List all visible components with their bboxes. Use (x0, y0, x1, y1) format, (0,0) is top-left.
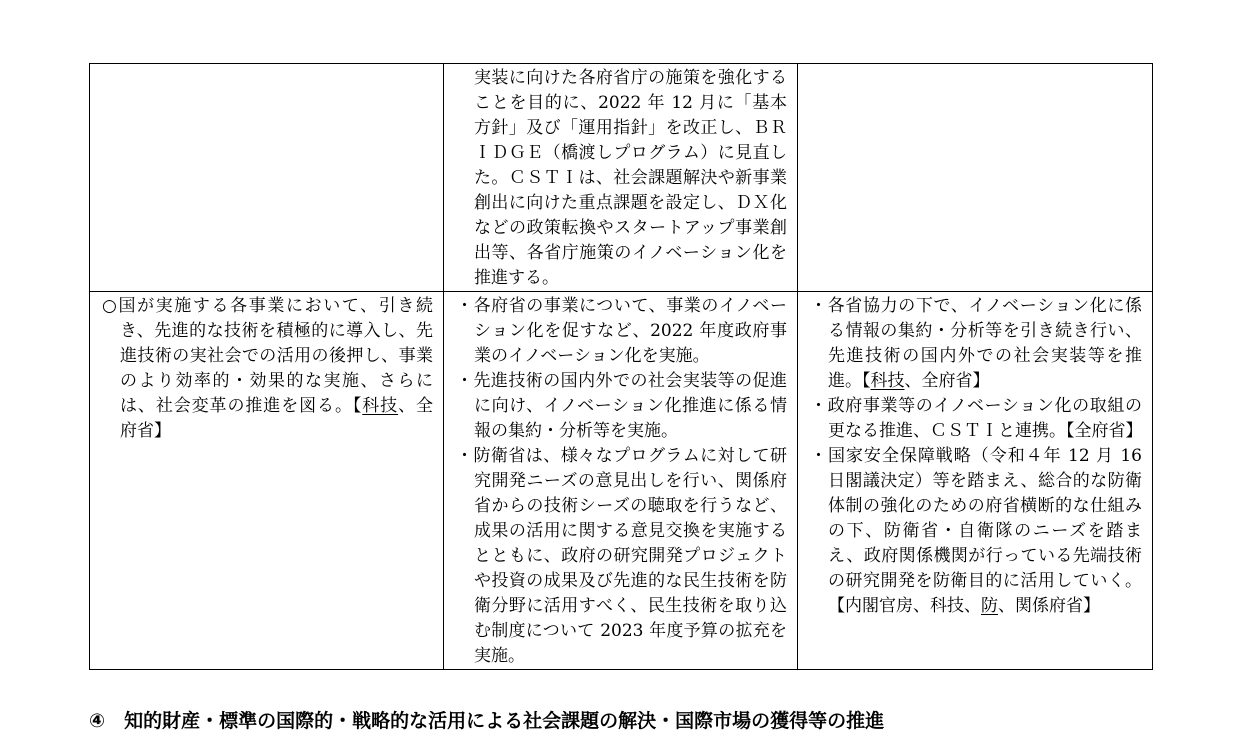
table-row (90, 64, 1153, 292)
results-list (456, 294, 787, 669)
paragraph: 実装に向けた各府省庁の施策を強化することを目的に、2022 年 12 月に「基本方針」及び「運用指針」を改正し、ＢＲＩＤＧＥ（橋渡しプログラム）に見直した。ＣＳＴＩは、社会課題解決や新事業創出に向けた重点課題を設定し、ＤＸ化などの政策転換やスタートアップ事業創出等、各省庁施策のイノベーション化を推進する。 (474, 68, 787, 288)
cell-text (444, 64, 798, 292)
table-row (90, 292, 1153, 670)
policy-table (89, 63, 1153, 670)
cell-results (444, 292, 798, 670)
list-item: ・各省協力の下で、イノベーション化に係る情報の集約・分析等を引き続き行い、先進技術の国内外での社会実装等を推進。【科技、全府省】 (810, 296, 1142, 391)
cell-empty (798, 64, 1153, 292)
ministry-underlined: 防 (981, 596, 998, 616)
cell-empty (90, 64, 444, 292)
list-item: ・防衛省は、様々なプログラムに対して研究開発ニーズの意見出しを行い、関係府省からの技術シーズの聴取を行うなど、成果の活用に関する意見交換を実施するとともに、政府の研究開発プロジェクトや投資の成果及び先進的な民生技術を防衛分野に活用すべく、民生技術を取り込む制度について 2023 年度予算の拡充を実施。 (456, 446, 787, 666)
ministry-underlined: 科技 (362, 396, 399, 416)
list-item: ・先進技術の国内外での社会実装等の促進に向け、イノベーション化推進に係る情報の集約・分析等を実施。 (456, 371, 787, 441)
list-item: ・各府省の事業について、事業のイノベーション化を促すなど、2022 年度政府事業のイノベーション化を実施。 (456, 296, 787, 366)
plans-list (810, 294, 1142, 619)
cell-plans (798, 292, 1153, 670)
ministry-underlined: 科技 (870, 371, 905, 391)
section-heading: ④ 知的財産・標準の国際的・戦略的な活用による社会課題の解決・国際市場の獲得等の推進 (89, 710, 885, 732)
list-item: ・政府事業等のイノベーション化の取組の更なる推進、ＣＳＴＩと連携。【全府省】 (810, 396, 1143, 441)
goal-paragraph: ○国が実施する各事業において、引き続き、先進的な技術を積極的に導入し、先進技術の実社会での活用の後押し、事業のより効率的・効果的な実施、さらには、社会変革の推進を図る。【科技、全府省】 (102, 296, 434, 441)
list-item: ・国家安全保障戦略（令和４年 12 月 16 日閣議決定）等を踏まえ、総合的な防衛体制の強化のための府省横断的な仕組みの下、防衛省・自衛隊のニーズを踏まえ、政府関係機関が行っている先端技術の研究開発を防衛目的に活用していく。【内閣官房、科技、防、関係府省】 (810, 446, 1142, 616)
cell-goal (90, 292, 444, 670)
